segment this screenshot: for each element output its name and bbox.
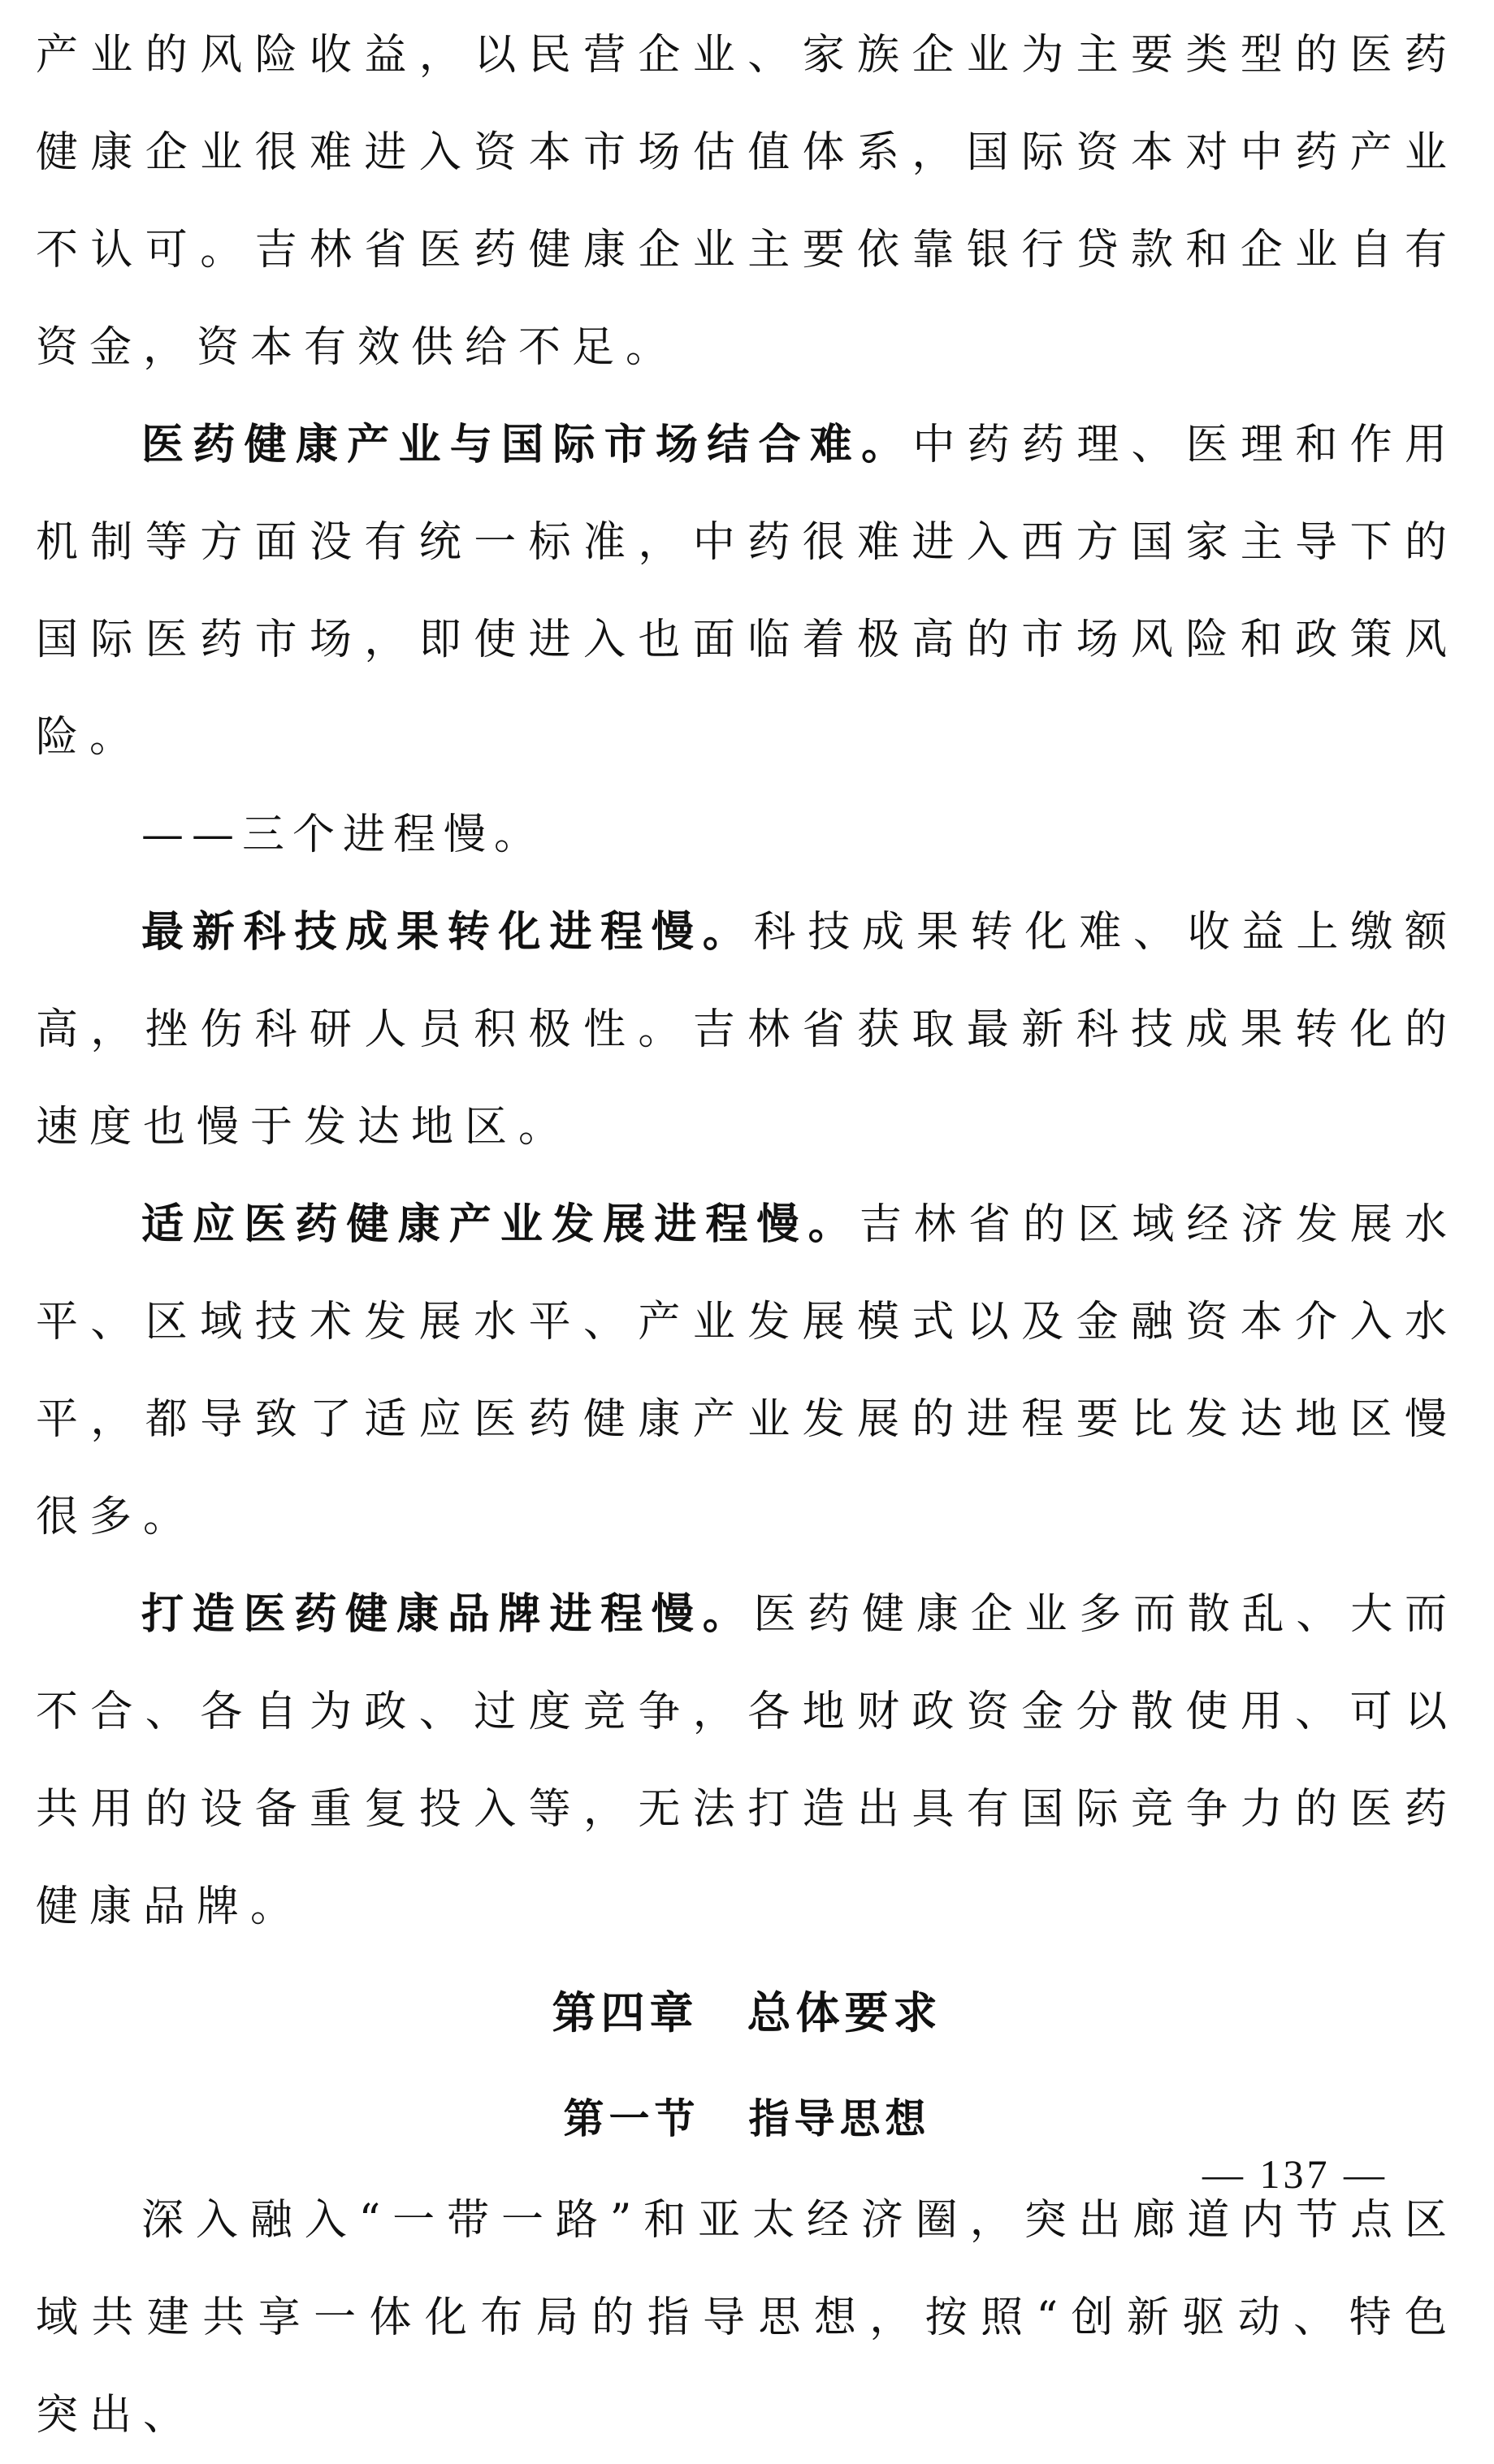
chapter-title: 总体要求 [747, 1987, 942, 2038]
paragraph-brand-building [36, 1566, 1458, 1956]
paragraph-industry-adaptation [36, 1176, 1458, 1566]
section-title: 指导思想 [748, 2094, 931, 2142]
paragraph-body-international-market: 中药药理、医理和作用机制等方面没有统一标准，中药很难进入西方国家主导下的国际医药市场，即使进入也面临着极高的市场风险和政策风险。 [36, 421, 1458, 762]
paragraph-body-industry-adaptation: 吉林省的区域经济发展水平、区域技术发展水平、产业发展模式以及金融资本介入水平，都导致了适应医药健康产业发展的进程要比发达地区慢很多。 [36, 1200, 1458, 1541]
subheading-three-slow-processes: ——三个进程慢。 [141, 811, 545, 859]
section-number: 第一节 [563, 2094, 700, 2142]
paragraph-guiding-ideology: 深入融入“一带一路”和亚太经济圈，突出廊道内节点区域共建共享一体化布局的指导思想，按照“创新驱动、特色突出、 [36, 2196, 1458, 2440]
paragraph-body-brand-building: 医药健康企业多而散乱、大而不合、各自为政、过度竞争，各地财政资金分散使用、可以共用的设备重复投入等，无法打造出具有国际竞争力的医药健康品牌。 [36, 1590, 1458, 1931]
chapter-number: 第四章 [552, 1987, 699, 2038]
document-page [36, 6, 1458, 2464]
page-number: — 137 — [1202, 2151, 1388, 2197]
chapter-heading [36, 1960, 1458, 2066]
paragraph-lead-international-market: 医药健康产业与国际市场结合难。 [141, 421, 913, 469]
paragraph-international-market [36, 396, 1458, 786]
paragraph-lead-brand-building: 打造医药健康品牌进程慢。 [141, 1590, 754, 1639]
paragraph-capital-supply: 产业的风险收益，以民营企业、家族企业为主要类型的医药健康企业很难进入资本市场估值体系，国际资本对中药产业不认可。吉林省医药健康企业主要依靠银行贷款和企业自有资金，资本有效供给不足。 [36, 31, 1458, 372]
paragraph-body-tech-transfer: 科技成果转化难、收益上缴额高，挫伤科研人员积极性。吉林省获取最新科技成果转化的速度也慢于发达地区。 [36, 908, 1458, 1152]
paragraph-lead-industry-adaptation: 适应医药健康产业发展进程慢。 [141, 1200, 860, 1249]
paragraph-lead-tech-transfer: 最新科技成果转化进程慢。 [141, 908, 754, 957]
paragraph-tech-transfer [36, 884, 1458, 1176]
